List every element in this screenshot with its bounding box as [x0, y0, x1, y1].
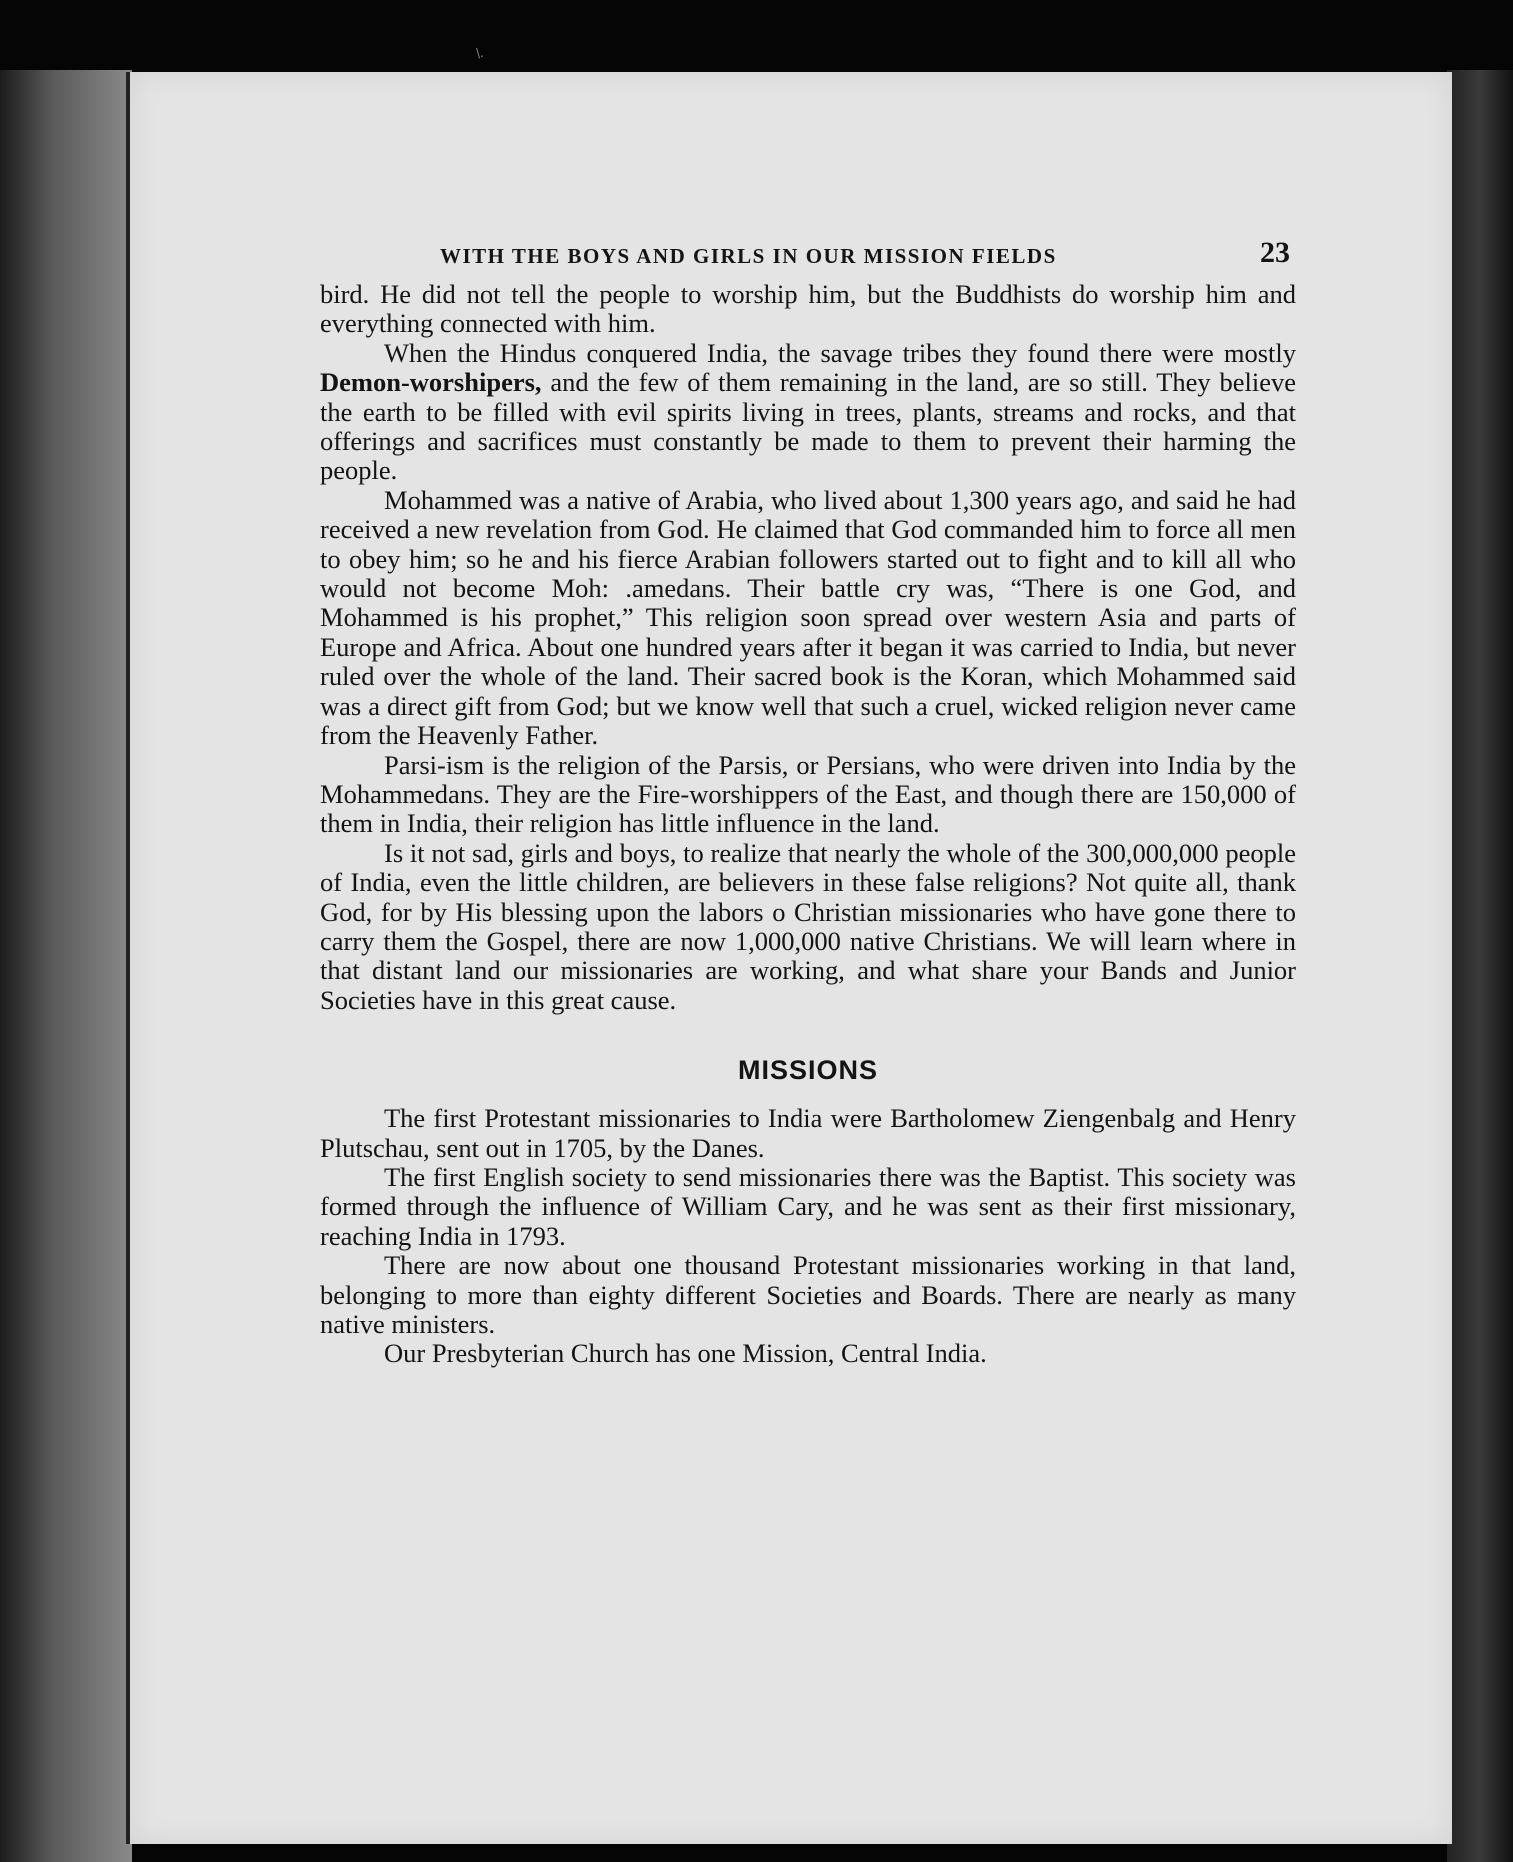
- paragraph-india-religions: Is it not sad, girls and boys, to realize that nearly the whole of the 300,000,000 people of India, even the little children, are believers in these false religions? Not quite all, thank God, for by His blessing upon the labors o Christian missionaries who have gone there to carry them the Gospel, there are now 1,000,000 native Christians. We will learn where in that distant land our missionaries are working, and what share your Bands and Junior Societies have in this great cause.: [320, 837, 1296, 1015]
- paragraph-protestant-count: There are now about one thousand Protestant missionaries working in that land, belonging to more than eighty different Societies and Boards. There are nearly as many native ministers.: [320, 1250, 1296, 1339]
- running-title: WITH THE BOYS AND GIRLS IN OUR MISSION FIELDS: [440, 244, 1057, 268]
- scan-speck: \.: [476, 46, 484, 60]
- paragraph-parsi: Parsi-ism is the religion of the Parsis, or Persians, who were driven into India by the Mohammedans. They are the Fire-worshippers of the East, and though there are 150,000 of them in India, their religion has little influence in the land.: [320, 749, 1296, 839]
- book-edge-right: [1447, 70, 1513, 1862]
- demon-worshipers-term: Demon-worshipers,: [320, 367, 542, 398]
- paragraph-first-missionaries: The first Protestant missionaries to India were Bartholomew Ziengenbalg and Henry Plutschau, sent out in 1705, by the Danes.: [320, 1103, 1296, 1163]
- paragraph-hindus-text-2: and the few of them remaining in the land, are so still. They believe the earth to be filled with evil spirits living in trees, plants, streams and rocks, and that offerings and sacrifices must constantly be made to them to prevent their harming the people.: [320, 367, 1296, 486]
- running-head: [320, 238, 1296, 280]
- paragraph-mohammed: Mohammed was a native of Arabia, who lived about 1,300 years ago, and said he had received a new revelation from God. He claimed that God commanded him to force all men to obey him; so he and his fierce Arabian followers started out to fight and to kill all who would not become Moh: .amedans. Their battle cry was, “There is one God, and Mohammed is his prophet,” This religion soon spread over western Asia and parts of Europe and Africa. About one hundred years after it began it was carried to India, but never ruled over the whole of the land. Their sacred book is the Koran, which Mohammed said was a direct gift from God; but we know well that such a cruel, wicked religion never came from the Heavenly Father.: [320, 484, 1296, 751]
- paragraph-english-society: The first English society to send missionaries there was the Baptist. This society was formed through the influence of William Cary, and he was sent as their first missionary, reaching India in 1793.: [320, 1161, 1296, 1251]
- paragraph-buddha-continued: bird. He did not tell the people to worship him, but the Buddhists do worship him and everything connected with him.: [320, 279, 1296, 339]
- paragraph-presbyterian-mission: Our Presbyterian Church has one Mission, Central India.: [384, 1338, 987, 1369]
- page-content: [320, 238, 1296, 1369]
- paragraph-hindus: [320, 339, 1296, 486]
- section-heading-missions: MISSIONS: [737, 1055, 879, 1086]
- paragraph-hindus-text-1: When the Hindus conquered India, the savage tribes they found there were mostly: [384, 337, 1296, 368]
- book-gutter-left: [0, 70, 132, 1862]
- page-number: 23: [1260, 236, 1290, 269]
